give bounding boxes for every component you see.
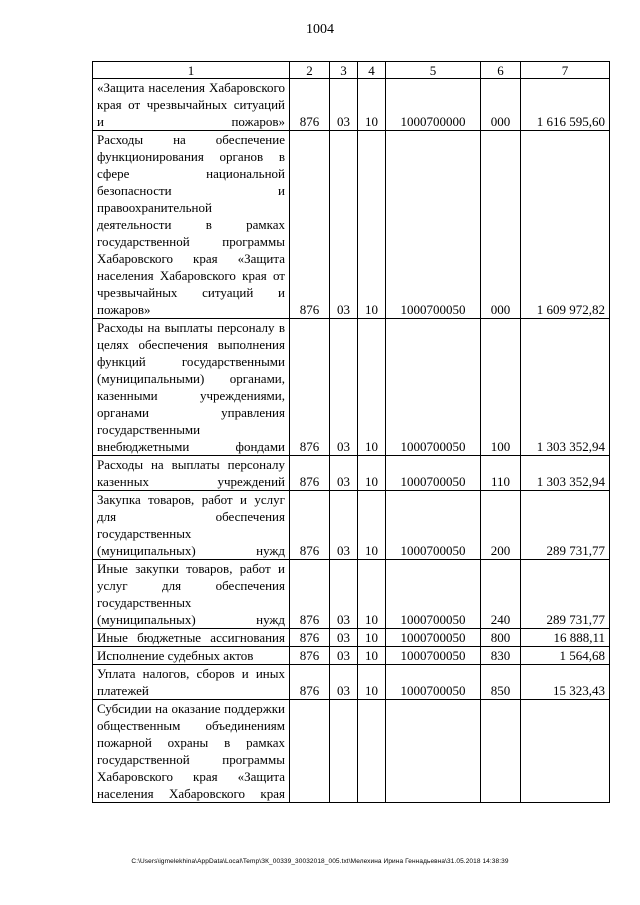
table-row	[93, 491, 610, 560]
table-row	[93, 131, 610, 319]
row-name: Закупка товаров, работ и услуг для обеспечения государственных (муниципальных) нужд	[93, 491, 290, 560]
table-row	[93, 560, 610, 629]
cell-expense-type: 240	[481, 560, 521, 629]
cell-amount: 1 616 595,60	[521, 79, 610, 131]
cell-amount: 1 303 352,94	[521, 319, 610, 456]
cell-expense-type: 000	[481, 79, 521, 131]
cell-amount: 1 303 352,94	[521, 456, 610, 491]
table-row	[93, 456, 610, 491]
cell-subsection: 10	[358, 319, 386, 456]
cell-subsection: 10	[358, 629, 386, 647]
cell-amount: 16 888,11	[521, 629, 610, 647]
cell-target-article: 1000700050	[386, 665, 481, 700]
cell-ministry-code	[290, 700, 330, 803]
column-header: 6	[481, 62, 521, 79]
cell-expense-type: 800	[481, 629, 521, 647]
table-row	[93, 647, 610, 665]
column-header: 2	[290, 62, 330, 79]
cell-section: 03	[330, 491, 358, 560]
cell-section	[330, 700, 358, 803]
cell-expense-type: 100	[481, 319, 521, 456]
cell-subsection	[358, 700, 386, 803]
cell-section: 03	[330, 319, 358, 456]
budget-table	[92, 61, 610, 803]
cell-ministry-code: 876	[290, 79, 330, 131]
cell-target-article: 1000700050	[386, 560, 481, 629]
cell-section: 03	[330, 629, 358, 647]
cell-target-article: 1000700050	[386, 647, 481, 665]
row-name: Расходы на обеспечение функционирования органов в сфере национальной безопасности и правоохранительной деятельности в рамках государственной программы Хабаровского края «Защита населения Хабаровского края от чрезвычайных ситуаций и пожаров»	[93, 131, 290, 319]
cell-ministry-code: 876	[290, 131, 330, 319]
cell-expense-type	[481, 700, 521, 803]
cell-amount: 289 731,77	[521, 491, 610, 560]
cell-amount: 1 564,68	[521, 647, 610, 665]
table-row	[93, 665, 610, 700]
cell-section: 03	[330, 79, 358, 131]
column-header: 4	[358, 62, 386, 79]
cell-subsection: 10	[358, 131, 386, 319]
cell-subsection: 10	[358, 491, 386, 560]
cell-ministry-code: 876	[290, 560, 330, 629]
cell-amount: 15 323,43	[521, 665, 610, 700]
table-row	[93, 79, 610, 131]
cell-target-article: 1000700050	[386, 629, 481, 647]
cell-expense-type: 830	[481, 647, 521, 665]
row-name: Иные закупки товаров, работ и услуг для обеспечения государственных (муниципальных) нужд	[93, 560, 290, 629]
row-name: Исполнение судебных актов	[93, 647, 290, 665]
cell-amount: 289 731,77	[521, 560, 610, 629]
cell-amount: 1 609 972,82	[521, 131, 610, 319]
cell-target-article: 1000700050	[386, 491, 481, 560]
row-name: «Защита населения Хабаровского края от чрезвычайных ситуаций и пожаров»	[93, 79, 290, 131]
column-header: 7	[521, 62, 610, 79]
cell-ministry-code: 876	[290, 319, 330, 456]
cell-section: 03	[330, 665, 358, 700]
cell-section: 03	[330, 131, 358, 319]
column-header-row	[93, 62, 610, 79]
table-row	[93, 629, 610, 647]
cell-expense-type: 110	[481, 456, 521, 491]
cell-section: 03	[330, 647, 358, 665]
cell-target-article: 1000700050	[386, 319, 481, 456]
cell-section: 03	[330, 560, 358, 629]
cell-subsection: 10	[358, 79, 386, 131]
cell-ministry-code: 876	[290, 665, 330, 700]
cell-amount	[521, 700, 610, 803]
cell-ministry-code: 876	[290, 629, 330, 647]
row-name: Иные бюджетные ассигнования	[93, 629, 290, 647]
cell-target-article: 1000700050	[386, 131, 481, 319]
cell-target-article: 1000700050	[386, 456, 481, 491]
cell-target-article: 1000700000	[386, 79, 481, 131]
cell-ministry-code: 876	[290, 491, 330, 560]
cell-subsection: 10	[358, 456, 386, 491]
cell-expense-type: 000	[481, 131, 521, 319]
file-path-footer: C:\Users\igmelekhina\AppData\Local\Temp\ЗК_00339_30032018_005.txt\Мелехина Ирина Геннадьевна\31.05.2018 14:38:39	[131, 858, 509, 865]
row-name: Расходы на выплаты персоналу в целях обеспечения выполнения функций государственными (муниципальными) органами, казенными учреждениями, органами управления государственными внебюджетными фондами	[93, 319, 290, 456]
row-name: Субсидии на оказание поддержки общественным объединениям пожарной охраны в рамках государственной программы Хабаровского края «Защита населения Хабаровского края	[93, 700, 290, 803]
cell-subsection: 10	[358, 647, 386, 665]
cell-ministry-code: 876	[290, 647, 330, 665]
table-row	[93, 700, 610, 803]
column-header: 3	[330, 62, 358, 79]
row-name: Расходы на выплаты персоналу казенных учреждений	[93, 456, 290, 491]
cell-expense-type: 200	[481, 491, 521, 560]
page-number: 1004	[306, 22, 334, 37]
cell-expense-type: 850	[481, 665, 521, 700]
cell-subsection: 10	[358, 665, 386, 700]
cell-subsection: 10	[358, 560, 386, 629]
column-header: 5	[386, 62, 481, 79]
cell-target-article	[386, 700, 481, 803]
table-row	[93, 319, 610, 456]
cell-ministry-code: 876	[290, 456, 330, 491]
cell-section: 03	[330, 456, 358, 491]
column-header: 1	[93, 62, 290, 79]
row-name: Уплата налогов, сборов и иных платежей	[93, 665, 290, 700]
